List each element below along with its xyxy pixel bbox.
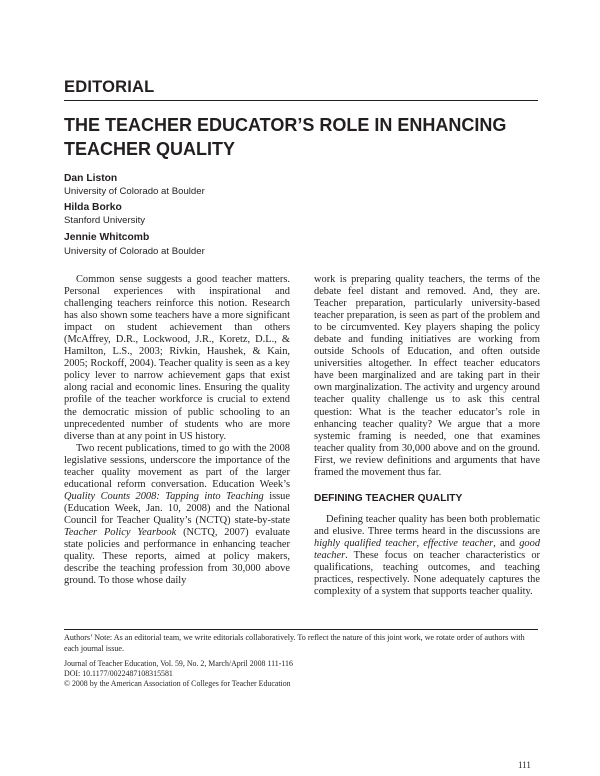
body-paragraph: work is preparing quality teachers, the terms of the debate feel distant and removed. And, they are. Teacher preparation, particularly university-based teacher preparation, is seen as part of the problem and to be circumvented. Key players shaping the policy debate and funding initiatives are working from outside Schools of Education, and often outside universities altogether. In effect teacher educators have been marginalized and are taking part in their own marginalization. The activity and urgency around teacher quality challenge us to ask this central question: What is the teacher educator’s role in enhancing teacher quality? We argue that a more systemic framing is needed, one that examines teacher quality from 30,000 above and on the ground. First, we review definitions and arguments that have framed the movement thus far. [314, 274, 540, 478]
body-text: issue (Education Week, Jan. 10, 2008) and the National Council for Teacher Quality’s (NCTQ) state-by-state [64, 490, 290, 526]
authors-note: Authors’ Note: As an editorial team, we write editorials collaboratively. To reflect the nature of this joint work, we rotate order of authors with each journal issue. [64, 633, 525, 653]
italic-title: Quality Counts 2008: Tapping into Teaching [64, 490, 264, 502]
body-text: (NCTQ, 2007) evaluate state policies and performance in enhancing teacher quality. These reports, aimed at policy makers, describe the teaching profession from 30,000 above ground. To those whose daily [64, 526, 291, 587]
right-column [314, 274, 540, 598]
body-text: , and [493, 537, 520, 549]
section-heading: DEFINING TEACHER QUALITY [314, 492, 463, 504]
body-text: , [416, 537, 424, 549]
left-column [64, 274, 290, 587]
author-name: Hilda Borko [64, 202, 122, 213]
italic-title: Teacher Policy Yearbook [64, 526, 177, 538]
body-paragraph [64, 443, 290, 588]
author-affiliation: Stanford University [64, 215, 146, 226]
body-paragraph: Common sense suggests a good teacher matters. Personal experiences with inspirational and challenging teachers reinforce this notion. Research has also shown some teachers have a more significant impact on student achievement than others (McAffrey, D.R., Lockwood, J.R., Koretz, D.L., & Hamilton, L.S., 2003; Rivkin, Haushek, & Kain, 2005; Rockoff, 2004). Teacher quality is seen as a key policy lever to narrow achievement gaps that exist along racial and economic lines. Ensuring the quality profile of the teacher workforce is crucial to extend the democratic mission of public schooling to an unprecedented number of students who are more diverse than at any point in US history. [64, 274, 290, 442]
footnote-rule [64, 629, 538, 630]
author-affiliation: University of Colorado at Boulder [64, 246, 205, 257]
doi: DOI: 10.1177/0022487108315581 [64, 668, 173, 678]
italic-term: highly qualified teacher [314, 537, 417, 549]
article-title: THE TEACHER EDUCATOR’S ROLE IN ENHANCING TEACHER QUALITY [64, 115, 507, 159]
body-text: Two recent publications, timed to go with the 2008 legislative sessions, underscore the importance of the teacher quality movement as part of the larger educational reform conversation. Education Week’s [64, 442, 290, 490]
author-name: Jennie Whitcomb [64, 232, 150, 243]
citation-block [64, 659, 538, 688]
italic-term: good teacher [314, 537, 541, 561]
header-rule [64, 100, 538, 101]
section-label: EDITORIAL [64, 78, 155, 96]
author-affiliation: University of Colorado at Boulder [64, 186, 205, 197]
page-number: 111 [518, 760, 531, 770]
body-paragraph [314, 514, 540, 598]
author-name: Dan Liston [64, 173, 118, 184]
italic-term: effective teacher [423, 537, 494, 549]
journal-citation: Journal of Teacher Education, Vol. 59, No. 2, March/April 2008 111-116 [64, 659, 293, 668]
body-text: Defining teacher quality has been both problematic and elusive. Three terms heard in the discussions are [314, 513, 540, 537]
body-text: . These focus on teacher characteristics or qualifications, teaching outcomes, and teaching practices, respectively. None adequately captures the complexity of a system that supports teacher quality. [314, 549, 540, 598]
copyright: © 2008 by the American Association of Colleges for Teacher Education [64, 678, 291, 688]
